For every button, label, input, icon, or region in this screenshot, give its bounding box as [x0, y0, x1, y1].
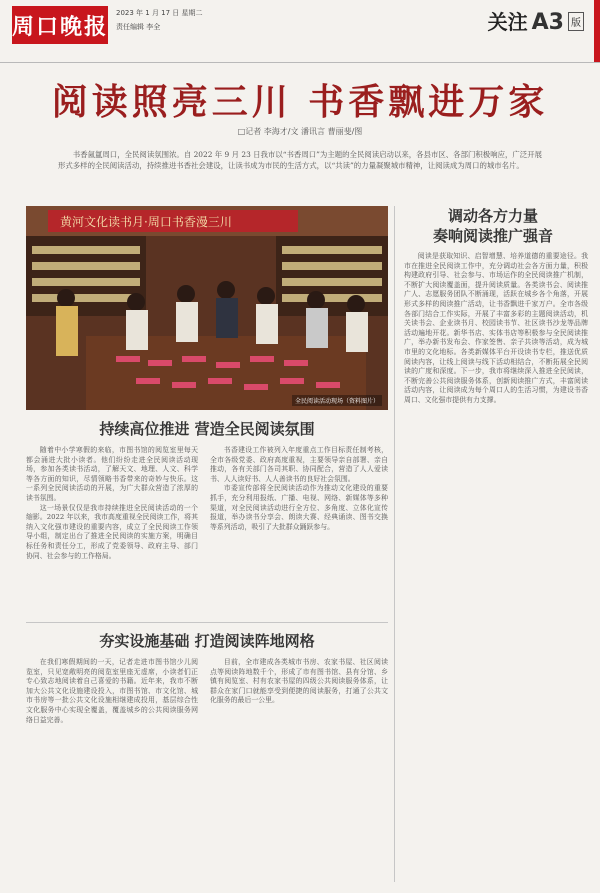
photo-banner-text: 黄河文化读书月·周口书香漫三川: [60, 215, 232, 229]
column-mid-2: 目前，全市建成各类城市书房、农家书屋、社区阅读点等阅读阵地数千个，形成了市有图书馆、县有分馆、乡镇有阅览室、村有农家书屋的四级公共阅读服务体系，让群众在家门口就能享受到便捷的阅读服务，打通了公共文化服务的最后一公里。: [210, 658, 388, 705]
article-lede: 书香氤氲周口，全民阅读氛围浓。自 2022 年 9 月 23 日我市以“书香周口”为主题的全民阅读启动以来，各县市区、各部门积极响应，广泛开展形式多样的全民阅读活动，持续推进书香社会建设，让读书成为市民的生活方式，以“共读”的力量凝聚城市精神，让阅读成为周口的城市名片。: [58, 150, 542, 170]
section-name: 关注: [487, 10, 528, 34]
subhead-promotion: 持续高位推进 营造全民阅读氛围: [99, 420, 315, 438]
subhead-forces: 调动各方力量 奏响阅读推广强音: [432, 207, 553, 245]
column-right: 阅读是获取知识、启智增慧、培养道德的重要途径。我市在推进全民阅读工作中，充分调动社会各方面力量，积极构建政府引导、社会参与、市场运作的全民阅读推广机制，不断扩大阅读覆盖面，提升阅读质量。各类读书会、阅读推广人、志愿服务团队不断涌现，活跃在城乡各个角落，开展形式多样的阅读推广活动，让书香飘进千家万户。全市各级各部门结合工作实际，开展了丰富多彩的主题阅读活动，机关读书会、企业读书月、校园读书节、社区读书沙龙等品牌活动遍地开花。新华书店、实体书店等积极参与全民阅读推广，举办新书发布会、作家签售、亲子共读等活动，成为城市里的文化地标。各类新媒体平台开设读书专栏，推送优质阅读内容，让线上阅读与线下活动相结合，不断拓展全民阅读的广度和深度。下一步，我市将继续深入推进全民阅读，不断完善公共阅读服务体系，创新阅读推广方式，丰富阅读活动内容，让阅读成为每个周口人的生活习惯，为建设书香周口、文化强市提供有力支撑。: [404, 252, 588, 404]
column-left-1: 随着中小学寒假的来临，市图书馆的阅览室里每天都会涌进大批小读者。他们纷纷走进全民阅读活动现场，参加各类读书活动，了解天文、地理、人文、科学等各方面的知识，尽情领略书香带来的奇妙与快乐。这一系列全民阅读活动的开展，为广大群众营造了浓厚的读书氛围。 这一场景仅仅是我市持续推进全民阅读活动的一个缩影。2022 年以来，我市高度重视全民阅读工作，将其纳入文化强市建设的重要内容，成立了全民阅读工作领导小组，制定出台了推进全民阅读的实施方案，明确目标任务和责任分工，形成了党委领导、政府主导、部门协同、社会参与的工作格局。: [26, 446, 198, 560]
issue-date: 2023 年 1 月 17 日 星期二: [116, 9, 203, 17]
page-number: A3: [531, 10, 564, 35]
library-scene-illustration: [26, 206, 388, 410]
subhead-facilities: 夯实设施基础 打造阅读阵地网格: [99, 632, 315, 650]
accent-bar: [594, 0, 600, 62]
article-photo: [26, 206, 388, 410]
page-suffix: 版: [568, 12, 584, 31]
photo-caption: 全民阅读活动现场（资料图片）: [292, 395, 382, 406]
article-byline: □记者 李海才/文 潘讯言 曹丽斐/图: [237, 127, 363, 136]
page-headline: 阅读照亮三川 书香飘进万家: [51, 81, 549, 123]
responsible-editor: 责任编辑 李全: [116, 23, 161, 31]
section-tag: [488, 6, 584, 35]
masthead: [0, 0, 600, 63]
column-mid-1: 书香建设工作被列入年度重点工作目标责任制考核，全市各级党委、政府高度重视，主要领导亲自部署、亲自推动，各有关部门各司其职、协同配合，营造了人人爱读书、人人读好书、人人善读书的良好社会氛围。 市委宣传部将全民阅读活动作为推动文化建设的重要抓手，充分利用报纸、广播、电视、网络、新媒体等多种渠道，对全民阅读活动进行全方位、多角度、立体化宣传报道，举办读书分享会、朗读大赛、经典诵读、图书交换等系列活动，吸引了大批群众踊跃参与。: [210, 446, 388, 531]
newspaper-logo: 周口晚报: [12, 6, 108, 44]
column-left-2: 在我们寒假期间的一天，记者走进市图书馆少儿阅览室，只见宽敞明亮的阅览室里座无虚席，小读者们正专心致志地阅读着自己喜爱的书籍。近年来，我市不断加大公共文化设施建设投入，市图书馆、市文化馆、城市书房等一批公共文化设施相继建成投用，基层综合性文化服务中心实现全覆盖，覆盖城乡的公共阅读服务网络日益完善。: [26, 658, 198, 724]
column-divider: [394, 206, 395, 882]
section-divider: [26, 622, 388, 623]
